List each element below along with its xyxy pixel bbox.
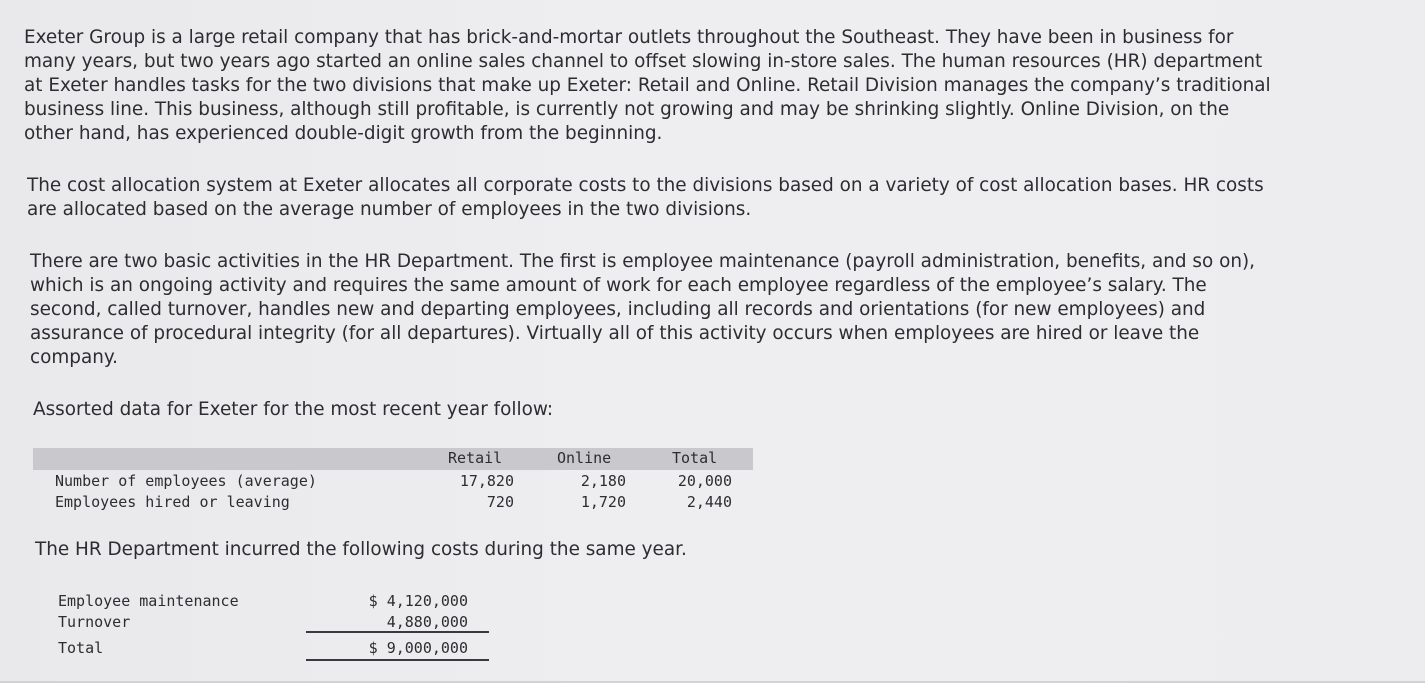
cell-retail-hired: 720 bbox=[486, 493, 514, 511]
column-header-online: Online bbox=[557, 449, 612, 467]
hr-activities-paragraph: There are two basic activities in the HR Department. The first is employee maintenance (payroll administration, benefits, and so on), which is an ongoing activity and requires the same amount of work for each employee regardless of the employee’s salary. The second, called turnover, handles new and departing employees, including all records and orientations (for new employees) and assurance of procedural integrity (for all departures). Virtually all of this activity occurs when employees are hired or leave the company. bbox=[30, 251, 1256, 368]
intro-paragraph: Exeter Group is a large retail company that has brick-and-mortar outlets throughout the Southeast. They have been in business for many years, but two years ago started an online sales channel to offset slowing in-store sales. The human resources (HR) department at Exeter handles tasks for the two divisions that make up Exeter: Retail and Online. Retail Division manages the company’s traditional business line. This business, although still profitable, is currently not growing and may be shrinking slightly. Online Division, on the other hand, has experienced double-digit growth from the beginning. bbox=[24, 27, 1271, 144]
cost-value-employee-maintenance: $ 4,120,000 bbox=[368, 592, 468, 610]
cost-label-employee-maintenance: Employee maintenance bbox=[58, 592, 239, 610]
total-rule bbox=[306, 659, 489, 661]
cell-retail-employees: 17,820 bbox=[459, 472, 514, 490]
column-header-total: Total bbox=[672, 449, 718, 467]
table-header-bar bbox=[33, 448, 753, 470]
assorted-data-intro: Assorted data for Exeter for the most recent year follow: bbox=[33, 399, 554, 420]
cost-label-total: Total bbox=[58, 639, 104, 657]
cell-online-employees: 2,180 bbox=[580, 472, 626, 490]
cell-total-hired: 2,440 bbox=[686, 493, 732, 511]
hr-costs-intro: The HR Department incurred the following costs during the same year. bbox=[35, 539, 687, 560]
cell-total-employees: 20,000 bbox=[677, 472, 732, 490]
column-header-retail: Retail bbox=[448, 449, 503, 467]
row-label-hired-or-leaving: Employees hired or leaving bbox=[55, 493, 290, 511]
subtotal-rule bbox=[306, 631, 489, 633]
cost-label-turnover: Turnover bbox=[58, 613, 131, 631]
cell-online-hired: 1,720 bbox=[580, 493, 626, 511]
cost-value-total: $ 9,000,000 bbox=[368, 639, 468, 657]
row-label-employees-average: Number of employees (average) bbox=[55, 472, 317, 490]
cost-allocation-paragraph: The cost allocation system at Exeter allocates all corporate costs to the divisions based on a variety of cost allocation bases. HR costs are allocated based on the average number of employees in the two divisions. bbox=[27, 175, 1264, 220]
cost-value-turnover: 4,880,000 bbox=[386, 613, 468, 631]
